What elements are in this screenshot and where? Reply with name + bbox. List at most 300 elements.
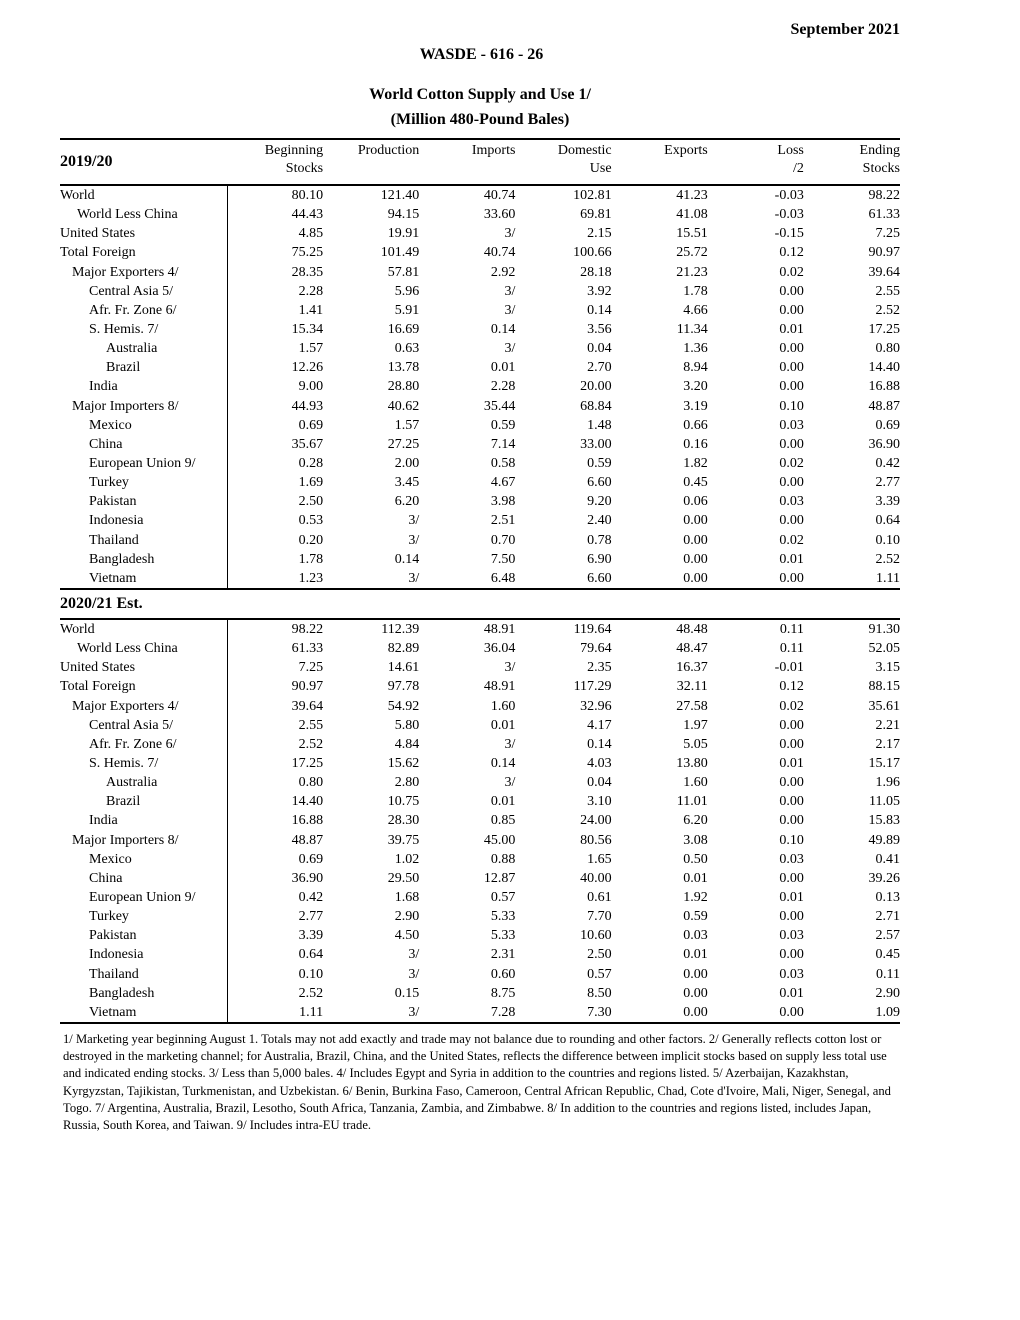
- table-cell: 40.62: [387, 398, 420, 414]
- table-cell: 40.74: [483, 188, 516, 204]
- row-label-india: India: [60, 377, 227, 396]
- table-row: [60, 907, 900, 926]
- table-row: [60, 754, 900, 773]
- table-cell: 2.28: [298, 283, 324, 299]
- table-cell: 1.41: [298, 302, 324, 318]
- table-cell: 6.60: [515, 569, 611, 589]
- table-cell: 0.53: [298, 513, 324, 529]
- table-cell: 12.87: [483, 870, 516, 886]
- table-cell: 79.64: [580, 641, 612, 657]
- table-cell: 1.60: [490, 698, 516, 714]
- table-cell: 7.28: [419, 1003, 515, 1023]
- table-cell: 5.33: [490, 909, 516, 925]
- table-cell: 1.92: [683, 889, 708, 905]
- table-cell: 48.87: [291, 832, 324, 848]
- table-cell: 6.48: [419, 569, 515, 589]
- table-cell: 13.78: [387, 360, 420, 376]
- table-cell: 1.69: [298, 475, 324, 491]
- table-row: [60, 282, 900, 301]
- row-label-world: World: [60, 619, 227, 639]
- table-cell: 0.10: [779, 398, 804, 414]
- table-cell: 39.64: [291, 698, 324, 714]
- table-row: [60, 454, 900, 473]
- table-cell: 36.90: [291, 870, 324, 886]
- column-header-line: Imports: [471, 143, 516, 158]
- table-cell: 48.91: [483, 622, 516, 638]
- table-cell: 3/: [504, 660, 516, 676]
- row-label-s-hemis-7: S. Hemis. 7/: [60, 754, 227, 773]
- table-cell: 2.51: [490, 513, 516, 529]
- table-cell: 5.33: [490, 928, 516, 944]
- table-cell: 0.00: [683, 966, 708, 982]
- report-date: September 2021: [790, 21, 900, 38]
- table-cell: 48.47: [676, 641, 708, 657]
- table-cell: 0.00: [612, 569, 708, 589]
- table-cell: 0.28: [298, 456, 324, 472]
- table-cell: 0.00: [779, 775, 804, 791]
- column-header-line: /2: [792, 161, 804, 176]
- table-cell: 0.45: [683, 475, 708, 491]
- table-cell: 0.14: [490, 322, 516, 338]
- column-header-line: Production: [357, 143, 420, 158]
- table-cell: 39.75: [387, 832, 420, 848]
- table-cell: 1.09: [804, 1003, 900, 1023]
- table-cell: 0.03: [779, 494, 804, 510]
- table-row: [60, 697, 900, 716]
- table-cell: 3/: [408, 947, 420, 963]
- row-label-total-foreign: Total Foreign: [60, 243, 227, 262]
- row-label-turkey: Turkey: [60, 907, 227, 926]
- table-cell: 16.88: [868, 379, 900, 395]
- table-cell: 2.70: [587, 360, 612, 376]
- table-cell: 32.11: [676, 679, 708, 695]
- row-label-china: China: [60, 869, 227, 888]
- table-cell: 33.60: [483, 207, 516, 223]
- table-cell: 102.81: [573, 188, 612, 204]
- column-header: [419, 139, 515, 185]
- table-cell: 0.11: [779, 622, 804, 638]
- row-label-pakistan: Pakistan: [60, 492, 227, 511]
- table-cell: 28.80: [387, 379, 420, 395]
- table-cell: -0.03: [774, 207, 804, 223]
- table-cell: 0.60: [490, 966, 516, 982]
- table-cell: 2.15: [587, 226, 612, 242]
- table-cell: 0.02: [779, 532, 804, 548]
- table-cell: 35.44: [483, 398, 516, 414]
- table-cell: 0.02: [779, 698, 804, 714]
- table-cell: 117.29: [573, 679, 612, 695]
- table-cell: 54.92: [387, 698, 420, 714]
- table-cell: 3.92: [587, 283, 612, 299]
- table-cell: 0.00: [779, 302, 804, 318]
- table-cell: 3/: [408, 513, 420, 529]
- table-row: [60, 550, 900, 569]
- table-cell: 16.69: [387, 322, 420, 338]
- table-cell: 2.55: [875, 283, 900, 299]
- table-cell: 1.96: [875, 775, 900, 791]
- table-cell: 0.01: [779, 756, 804, 771]
- table-cell: 2.52: [875, 302, 900, 318]
- table-cell: 2.52: [298, 736, 324, 752]
- table-cell: 0.69: [298, 417, 324, 433]
- table-cell: 0.15: [394, 985, 420, 1001]
- table-row: [60, 397, 900, 416]
- table-cell: 8.75: [490, 985, 516, 1001]
- table-cell: 48.87: [868, 398, 900, 414]
- row-label-afr-fr-zone-6: Afr. Fr. Zone 6/: [60, 301, 227, 320]
- table-cell: 35.61: [868, 698, 900, 714]
- table-cell: 45.00: [483, 832, 516, 848]
- table-cell: 2.50: [587, 947, 612, 963]
- row-label-china: China: [60, 435, 227, 454]
- table-cell: 0.59: [587, 456, 612, 472]
- table-cell: 2.71: [875, 909, 900, 925]
- row-label-thailand: Thailand: [60, 964, 227, 983]
- table-cell: 15.34: [291, 322, 324, 338]
- row-label-india: India: [60, 811, 227, 830]
- table-cell: 0.03: [779, 851, 804, 867]
- table-cell: 4.84: [394, 736, 420, 752]
- table-subtitle: (Million 480-Pound Bales): [390, 111, 570, 128]
- table-cell: 0.00: [779, 794, 804, 810]
- row-label-vietnam: Vietnam: [60, 569, 227, 589]
- table-cell: 0.14: [490, 756, 516, 771]
- table-cell: 0.00: [779, 813, 804, 829]
- table-cell: 6.60: [587, 475, 612, 491]
- row-label-vietnam: Vietnam: [60, 1003, 227, 1023]
- table-cell: 80.10: [291, 188, 324, 204]
- table-row: [60, 811, 900, 830]
- table-cell: 24.00: [580, 813, 612, 829]
- table-cell: 4.85: [298, 226, 324, 242]
- table-cell: 41.08: [676, 207, 708, 223]
- table-cell: -0.03: [774, 188, 804, 204]
- table-cell: 7.25: [875, 226, 900, 242]
- table-cell: 0.00: [683, 985, 708, 1001]
- table-cell: 0.01: [490, 794, 516, 810]
- table-cell: 10.60: [580, 928, 612, 944]
- table-cell: 4.50: [394, 928, 420, 944]
- table-cell: 29.50: [387, 870, 420, 886]
- table-cell: 0.03: [779, 966, 804, 982]
- table-row: [60, 492, 900, 511]
- table-cell: 91.30: [868, 622, 900, 638]
- table-row: [60, 473, 900, 492]
- table-cell: 1.57: [298, 341, 324, 357]
- table-cell: 0.00: [779, 717, 804, 733]
- table-cell: 2.90: [875, 985, 900, 1001]
- table-cell: 3.19: [683, 398, 708, 414]
- table-cell: 2.77: [875, 475, 900, 491]
- table-cell: 7.30: [515, 1003, 611, 1023]
- table-cell: 1.97: [683, 717, 708, 733]
- table-cell: 0.14: [587, 302, 612, 318]
- table-cell: 1.02: [394, 851, 420, 867]
- column-header-line: Stocks: [862, 161, 900, 176]
- table-cell: 28.18: [580, 264, 612, 280]
- table-cell: 68.84: [580, 398, 612, 414]
- table-cell: 0.00: [683, 532, 708, 548]
- table-cell: 0.13: [875, 889, 900, 905]
- table-row: [60, 926, 900, 945]
- table-cell: 0.00: [779, 283, 804, 299]
- table-cell: 19.91: [387, 226, 420, 242]
- table-row: [60, 831, 900, 850]
- table-cell: 0.01: [683, 947, 708, 963]
- table-cell: 0.01: [779, 322, 804, 338]
- table-cell: 15.51: [676, 226, 708, 242]
- table-cell: 5.80: [394, 717, 420, 733]
- table-cell: 28.35: [291, 264, 324, 280]
- row-label-mexico: Mexico: [60, 416, 227, 435]
- table-row: [60, 1003, 900, 1023]
- row-label-bangladesh: Bangladesh: [60, 550, 227, 569]
- table-cell: 0.64: [875, 513, 900, 529]
- table-cell: 88.15: [868, 679, 900, 695]
- table-row: [60, 964, 900, 983]
- footnotes: 1/ Marketing year beginning August 1. Totals may not add exactly and trade may not balance due to rounding and other factors. 2/ Generally reflects cotton lost or destroyed in the marketing channel; for Australia, Brazil, China, and the United States, reflects the difference between implicit stocks based on supply less total use and indicated ending stocks. 3/ Less than 5,000 bales. 4/ Includes Egypt and Syria in addition to the countries and regions listed. 5/ Azerbaijan, Kazakhstan, Kyrgyzstan, Tajikistan, Turkmenistan, and Uzbekistan. 6/ Benin, Burkina Faso, Cameroon, Central African Republic, Chad, Cote d'Ivoire, Mali, Niger, Senegal, and Togo. 7/ Argentina, Australia, Brazil, Lesotho, South Africa, Tanzania, Zambia, and Zimbabwe. 8/ In addition to the countries and regions listed, includes Japan, Russia, South Korea, and Taiwan. 9/ Includes intra-EU trade.: [63, 1032, 891, 1133]
- table-cell: -0.15: [774, 226, 804, 242]
- table-cell: 44.93: [291, 398, 324, 414]
- table-cell: 0.45: [875, 947, 900, 963]
- table-cell: 90.97: [291, 679, 324, 695]
- table-cell: 0.80: [298, 775, 324, 791]
- table-cell: 0.00: [779, 513, 804, 529]
- table-cell: 13.80: [676, 756, 708, 771]
- row-label-major-importers-8: Major Importers 8/: [60, 397, 227, 416]
- table-cell: 39.64: [868, 264, 900, 280]
- table-cell: 11.34: [676, 322, 708, 338]
- table-row: [60, 339, 900, 358]
- table-cell: 0.00: [779, 379, 804, 395]
- table-cell: 0.00: [683, 551, 708, 567]
- table-cell: 3.10: [587, 794, 612, 810]
- table-cell: 0.02: [779, 264, 804, 280]
- row-label-central-asia-5: Central Asia 5/: [60, 282, 227, 301]
- table-cell: 0.14: [394, 551, 420, 567]
- table-row: [60, 677, 900, 696]
- table-cell: 14.40: [291, 794, 324, 810]
- table-cell: 4.17: [587, 717, 612, 733]
- column-header: [323, 139, 419, 185]
- table-cell: 3/: [323, 1003, 419, 1023]
- table-row: [60, 416, 900, 435]
- table-cell: 10.75: [387, 794, 420, 810]
- table-cell: 6.20: [683, 813, 708, 829]
- row-label-thailand: Thailand: [60, 531, 227, 550]
- table-cell: 61.33: [868, 207, 900, 223]
- table-cell: 17.25: [868, 322, 900, 338]
- column-header: [708, 139, 804, 185]
- table-cell: 16.37: [676, 660, 708, 676]
- table-cell: 1.60: [683, 775, 708, 791]
- table-cell: 33.00: [580, 436, 612, 452]
- table-cell: 0.03: [683, 928, 708, 944]
- table-cell: 0.00: [779, 947, 804, 963]
- table-row: [60, 716, 900, 735]
- row-label-mexico: Mexico: [60, 850, 227, 869]
- table-cell: 3/: [408, 532, 420, 548]
- table-row: [60, 888, 900, 907]
- report-id: WASDE - 616 - 26: [419, 46, 544, 63]
- table-cell: 36.04: [483, 641, 516, 657]
- table-row: [60, 619, 900, 639]
- table-cell: 0.11: [876, 966, 900, 982]
- table-cell: 9.20: [587, 494, 612, 510]
- table-cell: 82.89: [387, 641, 420, 657]
- table-cell: 14.40: [868, 360, 900, 376]
- row-label-australia: Australia: [60, 773, 227, 792]
- table-cell: 0.85: [490, 813, 516, 829]
- table-cell: 11.05: [869, 794, 900, 810]
- table-cell: 57.81: [387, 264, 420, 280]
- table-row: [60, 792, 900, 811]
- table-cell: 0.50: [683, 851, 708, 867]
- table-cell: 49.89: [868, 832, 900, 848]
- table-cell: 5.91: [394, 302, 420, 318]
- table-cell: 7.50: [490, 551, 516, 567]
- table-cell: 0.59: [683, 909, 708, 925]
- column-header-line: Use: [589, 161, 612, 176]
- table-row: [60, 945, 900, 964]
- table-cell: 1.65: [587, 851, 612, 867]
- table-cell: 16.88: [291, 813, 324, 829]
- table-cell: 75.25: [291, 245, 324, 261]
- row-label-brazil: Brazil: [60, 358, 227, 377]
- table-cell: 8.50: [587, 985, 612, 1001]
- table-cell: 0.01: [779, 889, 804, 905]
- table-cell: 0.03: [779, 417, 804, 433]
- table-cell: 2.52: [298, 985, 324, 1001]
- table-cell: 3.39: [875, 494, 900, 510]
- table-cell: 1.11: [804, 569, 900, 589]
- table-cell: 4.03: [587, 756, 612, 771]
- row-label-european-union-9: European Union 9/: [60, 454, 227, 473]
- table-row: [60, 984, 900, 1003]
- section-label: 2019/20: [60, 153, 113, 170]
- table-cell: 3.45: [394, 475, 420, 491]
- table-cell: 2.50: [298, 494, 324, 510]
- table-cell: 0.03: [779, 928, 804, 944]
- table-row: [60, 569, 900, 589]
- column-header-line: Stocks: [285, 161, 324, 176]
- row-label-united-states: United States: [60, 224, 227, 243]
- table-cell: 1.48: [587, 417, 612, 433]
- table-cell: 0.66: [683, 417, 708, 433]
- table-cell: 0.01: [490, 360, 516, 376]
- table-cell: 1.68: [394, 889, 420, 905]
- row-label-european-union-9: European Union 9/: [60, 888, 227, 907]
- row-label-world-less-china: World Less China: [60, 639, 227, 658]
- row-label-brazil: Brazil: [60, 792, 227, 811]
- table-cell: 3/: [504, 775, 516, 791]
- table-cell: 7.25: [298, 660, 324, 676]
- table-cell: 80.56: [580, 832, 612, 848]
- table-row: [60, 224, 900, 243]
- table-cell: 0.14: [587, 736, 612, 752]
- table-row: [60, 869, 900, 888]
- section-label: 2020/21 Est.: [60, 594, 143, 612]
- table-cell: 0.70: [490, 532, 516, 548]
- table-row: [60, 377, 900, 396]
- column-header-line: Beginning: [264, 143, 324, 158]
- table-cell: 0.10: [779, 832, 804, 848]
- row-label-major-exporters-4: Major Exporters 4/: [60, 263, 227, 282]
- table-cell: 0.42: [298, 889, 324, 905]
- table-cell: 90.97: [868, 245, 900, 261]
- column-header: [515, 139, 611, 185]
- table-cell: 0.57: [490, 889, 516, 905]
- table-cell: 27.58: [676, 698, 708, 714]
- table-cell: 1.23: [227, 569, 323, 589]
- table-cell: 20.00: [580, 379, 612, 395]
- table-row: [60, 735, 900, 754]
- table-row: [60, 639, 900, 658]
- table-cell: 27.25: [387, 436, 420, 452]
- table-cell: 35.67: [291, 436, 324, 452]
- table-cell: 2.57: [875, 928, 900, 944]
- table-cell: 0.02: [779, 456, 804, 472]
- column-header: [227, 139, 323, 185]
- table-cell: 36.90: [868, 436, 900, 452]
- row-label-turkey: Turkey: [60, 473, 227, 492]
- column-header-line: Loss: [777, 143, 804, 158]
- table-row: [60, 531, 900, 550]
- table-cell: 1.82: [683, 456, 708, 472]
- table-row: [60, 205, 900, 224]
- table-cell: 112.39: [381, 622, 420, 638]
- table-cell: 0.00: [779, 870, 804, 886]
- table-cell: 0.04: [587, 775, 612, 791]
- table-cell: 0.04: [587, 341, 612, 357]
- row-label-pakistan: Pakistan: [60, 926, 227, 945]
- table-cell: 1.36: [683, 341, 708, 357]
- table-cell: 0.61: [587, 889, 612, 905]
- table-cell: 2.35: [587, 660, 612, 676]
- table-row: [60, 511, 900, 530]
- table-cell: 6.20: [394, 494, 420, 510]
- row-label-afr-fr-zone-6: Afr. Fr. Zone 6/: [60, 735, 227, 754]
- table-cell: 0.41: [875, 851, 900, 867]
- row-label-united-states: United States: [60, 658, 227, 677]
- table-row: [60, 435, 900, 454]
- table-cell: 0.00: [683, 513, 708, 529]
- table-cell: 0.01: [779, 985, 804, 1001]
- table-cell: 0.69: [298, 851, 324, 867]
- table-row: [60, 358, 900, 377]
- column-header-row: [60, 139, 900, 185]
- table-cell: 15.62: [387, 756, 420, 771]
- table-cell: 3.20: [683, 379, 708, 395]
- row-label-major-exporters-4: Major Exporters 4/: [60, 697, 227, 716]
- table-row: [60, 301, 900, 320]
- table-cell: 3/: [408, 966, 420, 982]
- table-cell: 3/: [504, 226, 516, 242]
- table-row: [60, 320, 900, 339]
- table-cell: 3/: [504, 341, 516, 357]
- table-cell: 40.74: [483, 245, 516, 261]
- row-label-bangladesh: Bangladesh: [60, 984, 227, 1003]
- table-cell: 0.00: [708, 1003, 804, 1023]
- table-cell: 0.78: [587, 532, 612, 548]
- table-row: [60, 185, 900, 205]
- table-cell: 0.10: [875, 532, 900, 548]
- table-cell: 2.92: [490, 264, 516, 280]
- table-cell: 3/: [504, 283, 516, 299]
- table-cell: 0.10: [298, 966, 324, 982]
- table-cell: 2.21: [875, 717, 900, 733]
- table-cell: 0.06: [683, 494, 708, 510]
